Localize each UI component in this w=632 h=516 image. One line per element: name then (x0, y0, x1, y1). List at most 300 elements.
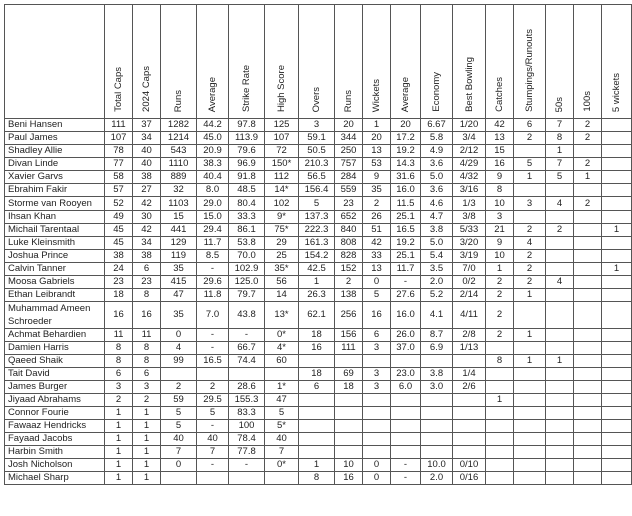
stat-cell: 43.8 (229, 302, 265, 329)
stat-cell (574, 394, 602, 407)
stat-cell: 2 (514, 250, 546, 263)
stat-cell: 3/4 (453, 132, 486, 145)
stat-cell: 543 (161, 145, 197, 158)
stat-cell (335, 433, 363, 446)
stat-cell: 16 (299, 342, 335, 355)
stat-cell: 5 (161, 420, 197, 433)
stat-cell (363, 394, 391, 407)
stat-cell: 2 (514, 224, 546, 237)
stat-cell: 7/0 (453, 263, 486, 276)
stat-cell (363, 355, 391, 368)
stat-cell: 8 (546, 132, 574, 145)
stat-cell (514, 145, 546, 158)
player-name-cell: Ebrahim Fakir (5, 184, 105, 197)
player-name-cell: Shadley Allie (5, 145, 105, 158)
stat-cell: 26.0 (391, 329, 421, 342)
stat-cell: 102 (265, 197, 299, 211)
stat-cell: 38.3 (197, 158, 229, 171)
stat-cell: 20.9 (197, 145, 229, 158)
stat-cell: 14 (265, 289, 299, 302)
stat-cell: 102.9 (229, 263, 265, 276)
column-header (105, 5, 133, 119)
stat-cell (546, 381, 574, 394)
stat-cell: 11.7 (391, 263, 421, 276)
stat-cell: 1 (514, 355, 546, 368)
player-name-cell: Luke Kleinsmith (5, 237, 105, 250)
stat-cell: 34 (133, 237, 161, 250)
stat-cell: 18 (335, 381, 363, 394)
column-header (574, 5, 602, 119)
stat-cell (229, 368, 265, 381)
stat-cell: 0/10 (453, 459, 486, 472)
stat-cell: 6.0 (391, 381, 421, 394)
stat-cell: 16.5 (391, 224, 421, 237)
stat-cell: 222.3 (299, 224, 335, 237)
stat-cell: 2 (574, 132, 602, 145)
stat-cell: 150* (265, 158, 299, 171)
stat-cell: 0/16 (453, 472, 486, 485)
stat-cell: 78.4 (229, 433, 265, 446)
stat-cell: 2/8 (453, 329, 486, 342)
table-row (5, 459, 632, 472)
stat-cell: 2 (133, 394, 161, 407)
column-header (486, 5, 514, 119)
player-name-cell: Damien Harris (5, 342, 105, 355)
stat-cell (546, 368, 574, 381)
stat-cell: 37 (133, 119, 161, 132)
stat-cell: 107 (265, 132, 299, 145)
column-header-label: High Score (276, 65, 287, 112)
stat-cell (602, 368, 632, 381)
stat-cell: 5 (197, 407, 229, 420)
player-name-cell: Moosa Gabriels (5, 276, 105, 289)
column-header-label: Total Caps (113, 67, 124, 112)
stat-cell (546, 211, 574, 224)
stat-cell: 74.4 (229, 355, 265, 368)
stat-cell: 11 (133, 329, 161, 342)
stat-cell (574, 276, 602, 289)
stat-cell: 125.0 (229, 276, 265, 289)
stat-cell (335, 420, 363, 433)
stat-cell (299, 355, 335, 368)
column-header (161, 5, 197, 119)
stat-cell: 96.9 (229, 158, 265, 171)
table-row (5, 276, 632, 289)
table-row (5, 145, 632, 158)
stat-cell (602, 472, 632, 485)
stat-cell: 33.3 (229, 211, 265, 224)
stat-cell: 14.3 (391, 158, 421, 171)
stat-cell (335, 407, 363, 420)
stat-cell: 7 (265, 446, 299, 459)
stat-cell: - (391, 276, 421, 289)
stat-cell: 111 (105, 119, 133, 132)
stat-cell (335, 394, 363, 407)
stat-cell: 1* (265, 381, 299, 394)
stat-cell: 1 (133, 446, 161, 459)
stat-cell: 0 (161, 459, 197, 472)
stat-cell: - (229, 459, 265, 472)
stat-cell: 4 (161, 342, 197, 355)
column-header-label: Overs (311, 86, 322, 112)
stat-cell (546, 184, 574, 197)
stat-cell: - (197, 329, 229, 342)
stat-cell: 2.0 (421, 472, 453, 485)
table-row (5, 394, 632, 407)
stat-cell (546, 237, 574, 250)
stat-cell: 2 (486, 289, 514, 302)
stat-cell: 2 (546, 224, 574, 237)
column-header-label: Wickets (371, 78, 382, 112)
stat-cell: 42 (133, 224, 161, 237)
table-row (5, 237, 632, 250)
stat-cell: 40 (161, 433, 197, 446)
stat-cell: 6 (133, 263, 161, 276)
column-header (453, 5, 486, 119)
stat-cell (574, 381, 602, 394)
table-row (5, 368, 632, 381)
stat-cell (574, 250, 602, 263)
column-header (335, 5, 363, 119)
stat-cell (486, 368, 514, 381)
stat-cell: 14* (265, 184, 299, 197)
stat-cell (602, 184, 632, 197)
table-row (5, 171, 632, 184)
column-header-label: Average (400, 76, 411, 112)
column-header (421, 5, 453, 119)
stat-cell: 44.2 (197, 119, 229, 132)
stat-cell: 4 (514, 237, 546, 250)
stat-cell: 25.1 (391, 250, 421, 263)
stat-cell (546, 263, 574, 276)
player-name-cell: Qaeed Shaik (5, 355, 105, 368)
stat-cell (574, 433, 602, 446)
table-row (5, 224, 632, 237)
column-header-label: Stumpings/Runouts (524, 29, 535, 112)
stat-cell: 4* (265, 342, 299, 355)
stat-cell (574, 224, 602, 237)
stat-cell: 8 (105, 355, 133, 368)
column-header-label: Runs (173, 89, 184, 112)
stat-cell (602, 211, 632, 224)
player-name-cell: Calvin Tanner (5, 263, 105, 276)
stat-cell (602, 446, 632, 459)
stat-cell: 2 (574, 158, 602, 171)
stat-cell (546, 420, 574, 433)
column-header (299, 5, 335, 119)
stat-cell (574, 407, 602, 420)
stat-cell: 155.3 (229, 394, 265, 407)
stat-cell (363, 446, 391, 459)
stat-cell (514, 407, 546, 420)
stat-cell: 26.3 (299, 289, 335, 302)
stat-cell: 40 (133, 158, 161, 171)
stat-cell: 8 (133, 355, 161, 368)
stat-cell: 42 (363, 237, 391, 250)
stat-cell (391, 433, 421, 446)
stat-cell: 59.1 (299, 132, 335, 145)
player-name-cell: Joshua Prince (5, 250, 105, 263)
stat-cell: 2 (486, 302, 514, 329)
stat-cell: 40 (133, 145, 161, 158)
table-row (5, 329, 632, 342)
stat-cell: 66.7 (229, 342, 265, 355)
player-name-cell: Josh Nicholson (5, 459, 105, 472)
column-header-label: Catches (494, 77, 505, 112)
stat-cell: 23.0 (391, 368, 421, 381)
stat-cell: 2 (486, 276, 514, 289)
column-header-label: Economy (431, 72, 442, 112)
stat-cell (421, 446, 453, 459)
stat-cell: 3 (363, 368, 391, 381)
stat-cell (574, 237, 602, 250)
stat-cell: 6 (514, 119, 546, 132)
stat-cell: 8 (133, 289, 161, 302)
stat-cell: 7 (546, 158, 574, 171)
stat-cell: 1 (363, 119, 391, 132)
player-name-cell: Fawaaz Hendricks (5, 420, 105, 433)
stat-cell: 1 (105, 433, 133, 446)
stat-cell (363, 433, 391, 446)
stat-cell: 47 (161, 289, 197, 302)
stat-cell: 250 (335, 145, 363, 158)
stat-cell: 2 (335, 276, 363, 289)
stat-cell (391, 394, 421, 407)
stat-cell: 3/16 (453, 184, 486, 197)
table-row (5, 433, 632, 446)
stat-cell (602, 132, 632, 145)
stat-cell: 3.5 (421, 263, 453, 276)
stat-cell: 100 (229, 420, 265, 433)
stat-cell (574, 368, 602, 381)
stat-cell: 21 (486, 224, 514, 237)
stat-cell (602, 433, 632, 446)
stat-cell: 16.0 (391, 184, 421, 197)
stat-cell (574, 329, 602, 342)
stat-cell (514, 342, 546, 355)
stat-cell: 2 (574, 119, 602, 132)
column-header (133, 5, 161, 119)
stat-cell: 3.8 (421, 224, 453, 237)
stat-cell (265, 472, 299, 485)
stat-cell: 53 (363, 158, 391, 171)
stat-cell (546, 433, 574, 446)
stat-cell: 0 (363, 459, 391, 472)
table-row (5, 407, 632, 420)
stat-cell (197, 472, 229, 485)
stat-cell: 34 (133, 132, 161, 145)
stat-cell: 42 (486, 119, 514, 132)
stat-cell (486, 381, 514, 394)
stat-cell: 42 (133, 197, 161, 211)
stat-cell: 20 (391, 119, 421, 132)
stat-cell: 1 (546, 355, 574, 368)
stat-cell: 3 (299, 119, 335, 132)
stat-cell (602, 158, 632, 171)
stat-cell: 29.4 (197, 224, 229, 237)
stat-cell (574, 263, 602, 276)
table-row (5, 158, 632, 171)
stat-cell: 1214 (161, 132, 197, 145)
stat-cell (197, 368, 229, 381)
table-row (5, 302, 632, 329)
stat-cell (514, 420, 546, 433)
stat-cell: - (197, 342, 229, 355)
stat-cell: 1 (133, 472, 161, 485)
stat-cell (574, 145, 602, 158)
stat-cell: 2 (574, 197, 602, 211)
stat-cell: 45 (105, 237, 133, 250)
stat-cell: 1 (299, 459, 335, 472)
stat-cell: 2/12 (453, 145, 486, 158)
player-name-cell: Xavier Garvs (5, 171, 105, 184)
stat-cell: 3 (105, 381, 133, 394)
stat-cell (486, 420, 514, 433)
stat-cell (421, 407, 453, 420)
stat-cell (602, 276, 632, 289)
stat-cell (574, 446, 602, 459)
table-row (5, 119, 632, 132)
stat-cell: - (391, 472, 421, 485)
stat-cell: 18 (105, 289, 133, 302)
stat-cell: 2 (514, 263, 546, 276)
stat-cell: 28.6 (229, 381, 265, 394)
stat-cell (602, 197, 632, 211)
player-name-cell: Harbin Smith (5, 446, 105, 459)
stat-cell: 1 (486, 394, 514, 407)
stat-cell: 757 (335, 158, 363, 171)
stat-cell (546, 342, 574, 355)
stat-cell (391, 420, 421, 433)
stat-cell: 0/2 (453, 276, 486, 289)
stat-cell: - (229, 329, 265, 342)
stat-cell: 6 (105, 368, 133, 381)
stat-cell: 1 (574, 171, 602, 184)
stat-cell: 77.8 (229, 446, 265, 459)
stat-cell: 69 (335, 368, 363, 381)
table-row (5, 381, 632, 394)
stat-cell: 6.67 (421, 119, 453, 132)
stat-cell: 3 (133, 381, 161, 394)
stat-cell: 415 (161, 276, 197, 289)
stat-cell: 4/11 (453, 302, 486, 329)
stat-cell: 0* (265, 329, 299, 342)
stat-cell: 2 (161, 381, 197, 394)
stat-cell: 42.5 (299, 263, 335, 276)
table-row (5, 263, 632, 276)
stat-cell (161, 368, 197, 381)
stat-cell: 83.3 (229, 407, 265, 420)
player-name-header (5, 5, 105, 119)
stat-cell: 2.0 (421, 276, 453, 289)
stat-cell: 23 (335, 197, 363, 211)
stat-cell: 441 (161, 224, 197, 237)
stat-cell: 4.9 (421, 145, 453, 158)
stat-cell: 7 (197, 446, 229, 459)
stat-cell: 1 (514, 171, 546, 184)
column-header (265, 5, 299, 119)
stat-cell: 40 (197, 433, 229, 446)
stat-cell: 11.7 (197, 237, 229, 250)
stat-cell: 30 (133, 211, 161, 224)
player-name-cell: Divan Linde (5, 158, 105, 171)
stat-cell: 344 (335, 132, 363, 145)
stat-cell (299, 420, 335, 433)
stat-cell: 99 (161, 355, 197, 368)
stat-cell: 23 (105, 276, 133, 289)
stat-cell: 828 (335, 250, 363, 263)
stat-cell: 10 (486, 250, 514, 263)
stat-cell: 889 (161, 171, 197, 184)
stat-cell: 156 (335, 329, 363, 342)
stat-cell (486, 446, 514, 459)
stat-cell: 77 (105, 158, 133, 171)
stat-cell: 15 (161, 211, 197, 224)
stat-cell (265, 368, 299, 381)
player-name-cell: Fayaad Jacobs (5, 433, 105, 446)
stat-cell: 27.6 (391, 289, 421, 302)
stat-cell: 32 (161, 184, 197, 197)
stat-cell: 3/8 (453, 211, 486, 224)
stat-cell: 31.6 (391, 171, 421, 184)
player-name-cell: Storme van Rooyen (5, 197, 105, 211)
table-row (5, 342, 632, 355)
player-name-cell: Michael Sharp (5, 472, 105, 485)
column-header (391, 5, 421, 119)
stat-cell: 125 (265, 119, 299, 132)
stat-cell: 0 (363, 276, 391, 289)
stat-cell: 4/29 (453, 158, 486, 171)
stat-cell: 29 (265, 237, 299, 250)
stat-cell: 2 (363, 197, 391, 211)
stat-cell (546, 394, 574, 407)
stat-cell (486, 342, 514, 355)
stat-cell: 16 (363, 302, 391, 329)
stat-cell: 4.6 (421, 197, 453, 211)
stat-cell (453, 355, 486, 368)
stat-cell: 26 (363, 211, 391, 224)
column-header (546, 5, 574, 119)
stat-cell: 5 (363, 289, 391, 302)
stat-cell: 154.2 (299, 250, 335, 263)
stat-cell (453, 433, 486, 446)
column-header (229, 5, 265, 119)
stat-cell (602, 329, 632, 342)
stat-cell (574, 420, 602, 433)
stat-cell: 5.2 (421, 289, 453, 302)
stat-cell: 1 (105, 407, 133, 420)
stat-cell: 9 (486, 171, 514, 184)
stat-cell: 1110 (161, 158, 197, 171)
stat-cell (546, 289, 574, 302)
stat-cell: 72 (265, 145, 299, 158)
stat-cell (546, 329, 574, 342)
stat-cell (453, 407, 486, 420)
stat-cell: 35 (161, 263, 197, 276)
stat-cell (514, 381, 546, 394)
stat-cell (229, 472, 265, 485)
stat-cell (546, 446, 574, 459)
stat-cell: 8.5 (197, 250, 229, 263)
stat-cell: 8 (299, 472, 335, 485)
stat-cell: 45 (105, 224, 133, 237)
stat-cell: 9 (486, 237, 514, 250)
stat-cell: 47 (265, 394, 299, 407)
stat-cell: 3.8 (421, 368, 453, 381)
stat-cell: 13 (486, 132, 514, 145)
stat-cell: 57 (105, 184, 133, 197)
stat-cell: 256 (335, 302, 363, 329)
